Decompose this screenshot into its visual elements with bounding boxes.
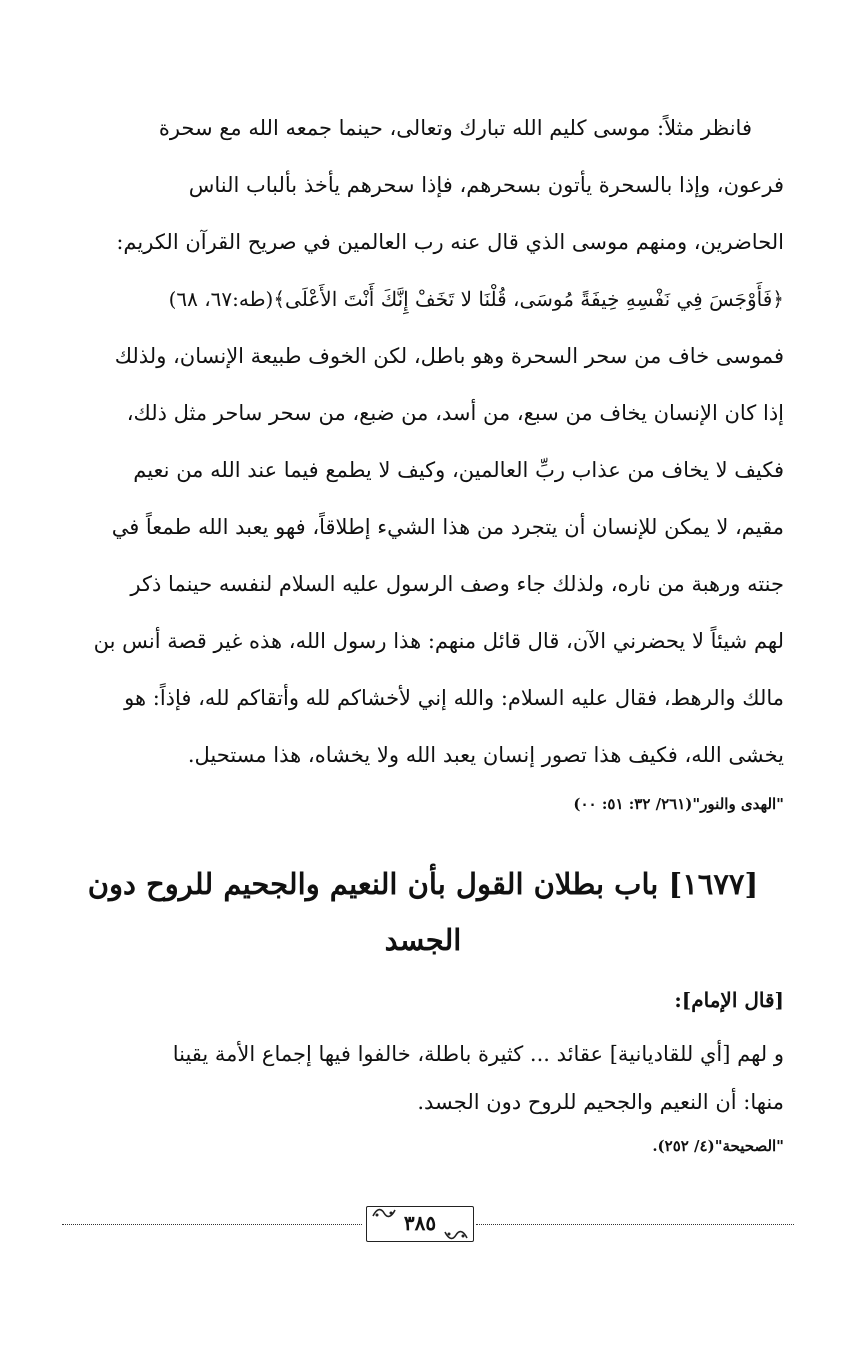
text-line: منها: أن النعيم والجحيم للروح دون الجسد. xyxy=(417,1090,784,1114)
text-line: مقيم، لا يمكن للإنسان أن يتجرد من هذا الشيء إطلاقاً، فهو يعبد الله طمعاً في xyxy=(111,515,784,539)
page-number-frame xyxy=(366,1206,474,1242)
page-number: ٣٨٥ xyxy=(403,1211,437,1235)
text-line: فانظر مثلاً: موسى كليم الله تبارك وتعالى، حينما جمعه الله مع سحرة xyxy=(158,116,752,140)
text-line: فكيف لا يخاف من عذاب ربِّ العالمين، وكيف لا يطمع فيما عند الله من نعيم xyxy=(133,458,784,482)
footer-dotted-rule-left xyxy=(62,1224,362,1225)
source-citation-sahiha: "الصحيحة"(٤/ ٢٥٢). xyxy=(652,1137,784,1155)
quran-verse-line: ﴿فَأَوْجَسَ فِي نَفْسِهِ خِيفَةً مُوسَى، قُلْنَا لا تَخَفْ إِنَّكَ أَنْتَ الأَعْلَى﴾(طه:٦٧، ٦٨) xyxy=(168,287,784,311)
chapter-heading-line-2: الجسد xyxy=(384,923,462,957)
chapter-heading xyxy=(62,856,784,968)
text-line: مالك والرهط، فقال عليه السلام: والله إني لأخشاكم لله وأتقاكم لله، فإذاً: هو xyxy=(124,686,784,710)
text-line: الحاضرين، ومنهم موسى الذي قال عنه رب العالمين في صريح القرآن الكريم: xyxy=(116,230,784,254)
page-body xyxy=(62,100,784,1158)
footer-dotted-rule-right xyxy=(476,1224,794,1225)
paragraph-qadiani xyxy=(62,1030,784,1126)
paragraph-musa xyxy=(62,100,784,784)
imam-label: [قال الإمام]: xyxy=(674,988,784,1012)
source-citation: "الهدى والنور"(٢٦١/ ٣٢: ٥١: ٠٠) xyxy=(573,795,784,813)
text-line: جنته ورهبة من ناره، ولذلك جاء وصف الرسول عليه السلام لنفسه حينما ذكر xyxy=(130,572,784,596)
page-footer xyxy=(62,1204,794,1244)
text-line: لهم شيئاً لا يحضرني الآن، قال قائل منهم: هذا رسول الله، هذه غير قصة أنس بن xyxy=(93,629,784,653)
text-line: إذا كان الإنسان يخاف من سبع، من أسد، من ضبع، من سحر ساحر مثل ذلك، xyxy=(126,401,784,425)
text-line: يخشى الله، فكيف هذا تصور إنسان يعبد الله ولا يخشاه، هذا مستحيل. xyxy=(187,743,784,767)
chapter-heading-line-1: [١٦٧٧] باب بطلان القول بأن النعيم والجحيم للروح دون xyxy=(87,867,759,901)
text-line: فموسى خاف من سحر السحرة وهو باطل، لكن الخوف طبيعة الإنسان، ولذلك xyxy=(114,344,784,368)
text-line: فرعون، وإذا بالسحرة يأتون بسحرهم، فإذا سحرهم يأخذ بألباب الناس xyxy=(188,173,784,197)
text-line: و لهم [أي للقاديانية] عقائد ... كثيرة باطلة، خالفوا فيها إجماع الأمة يقينا xyxy=(172,1042,784,1066)
